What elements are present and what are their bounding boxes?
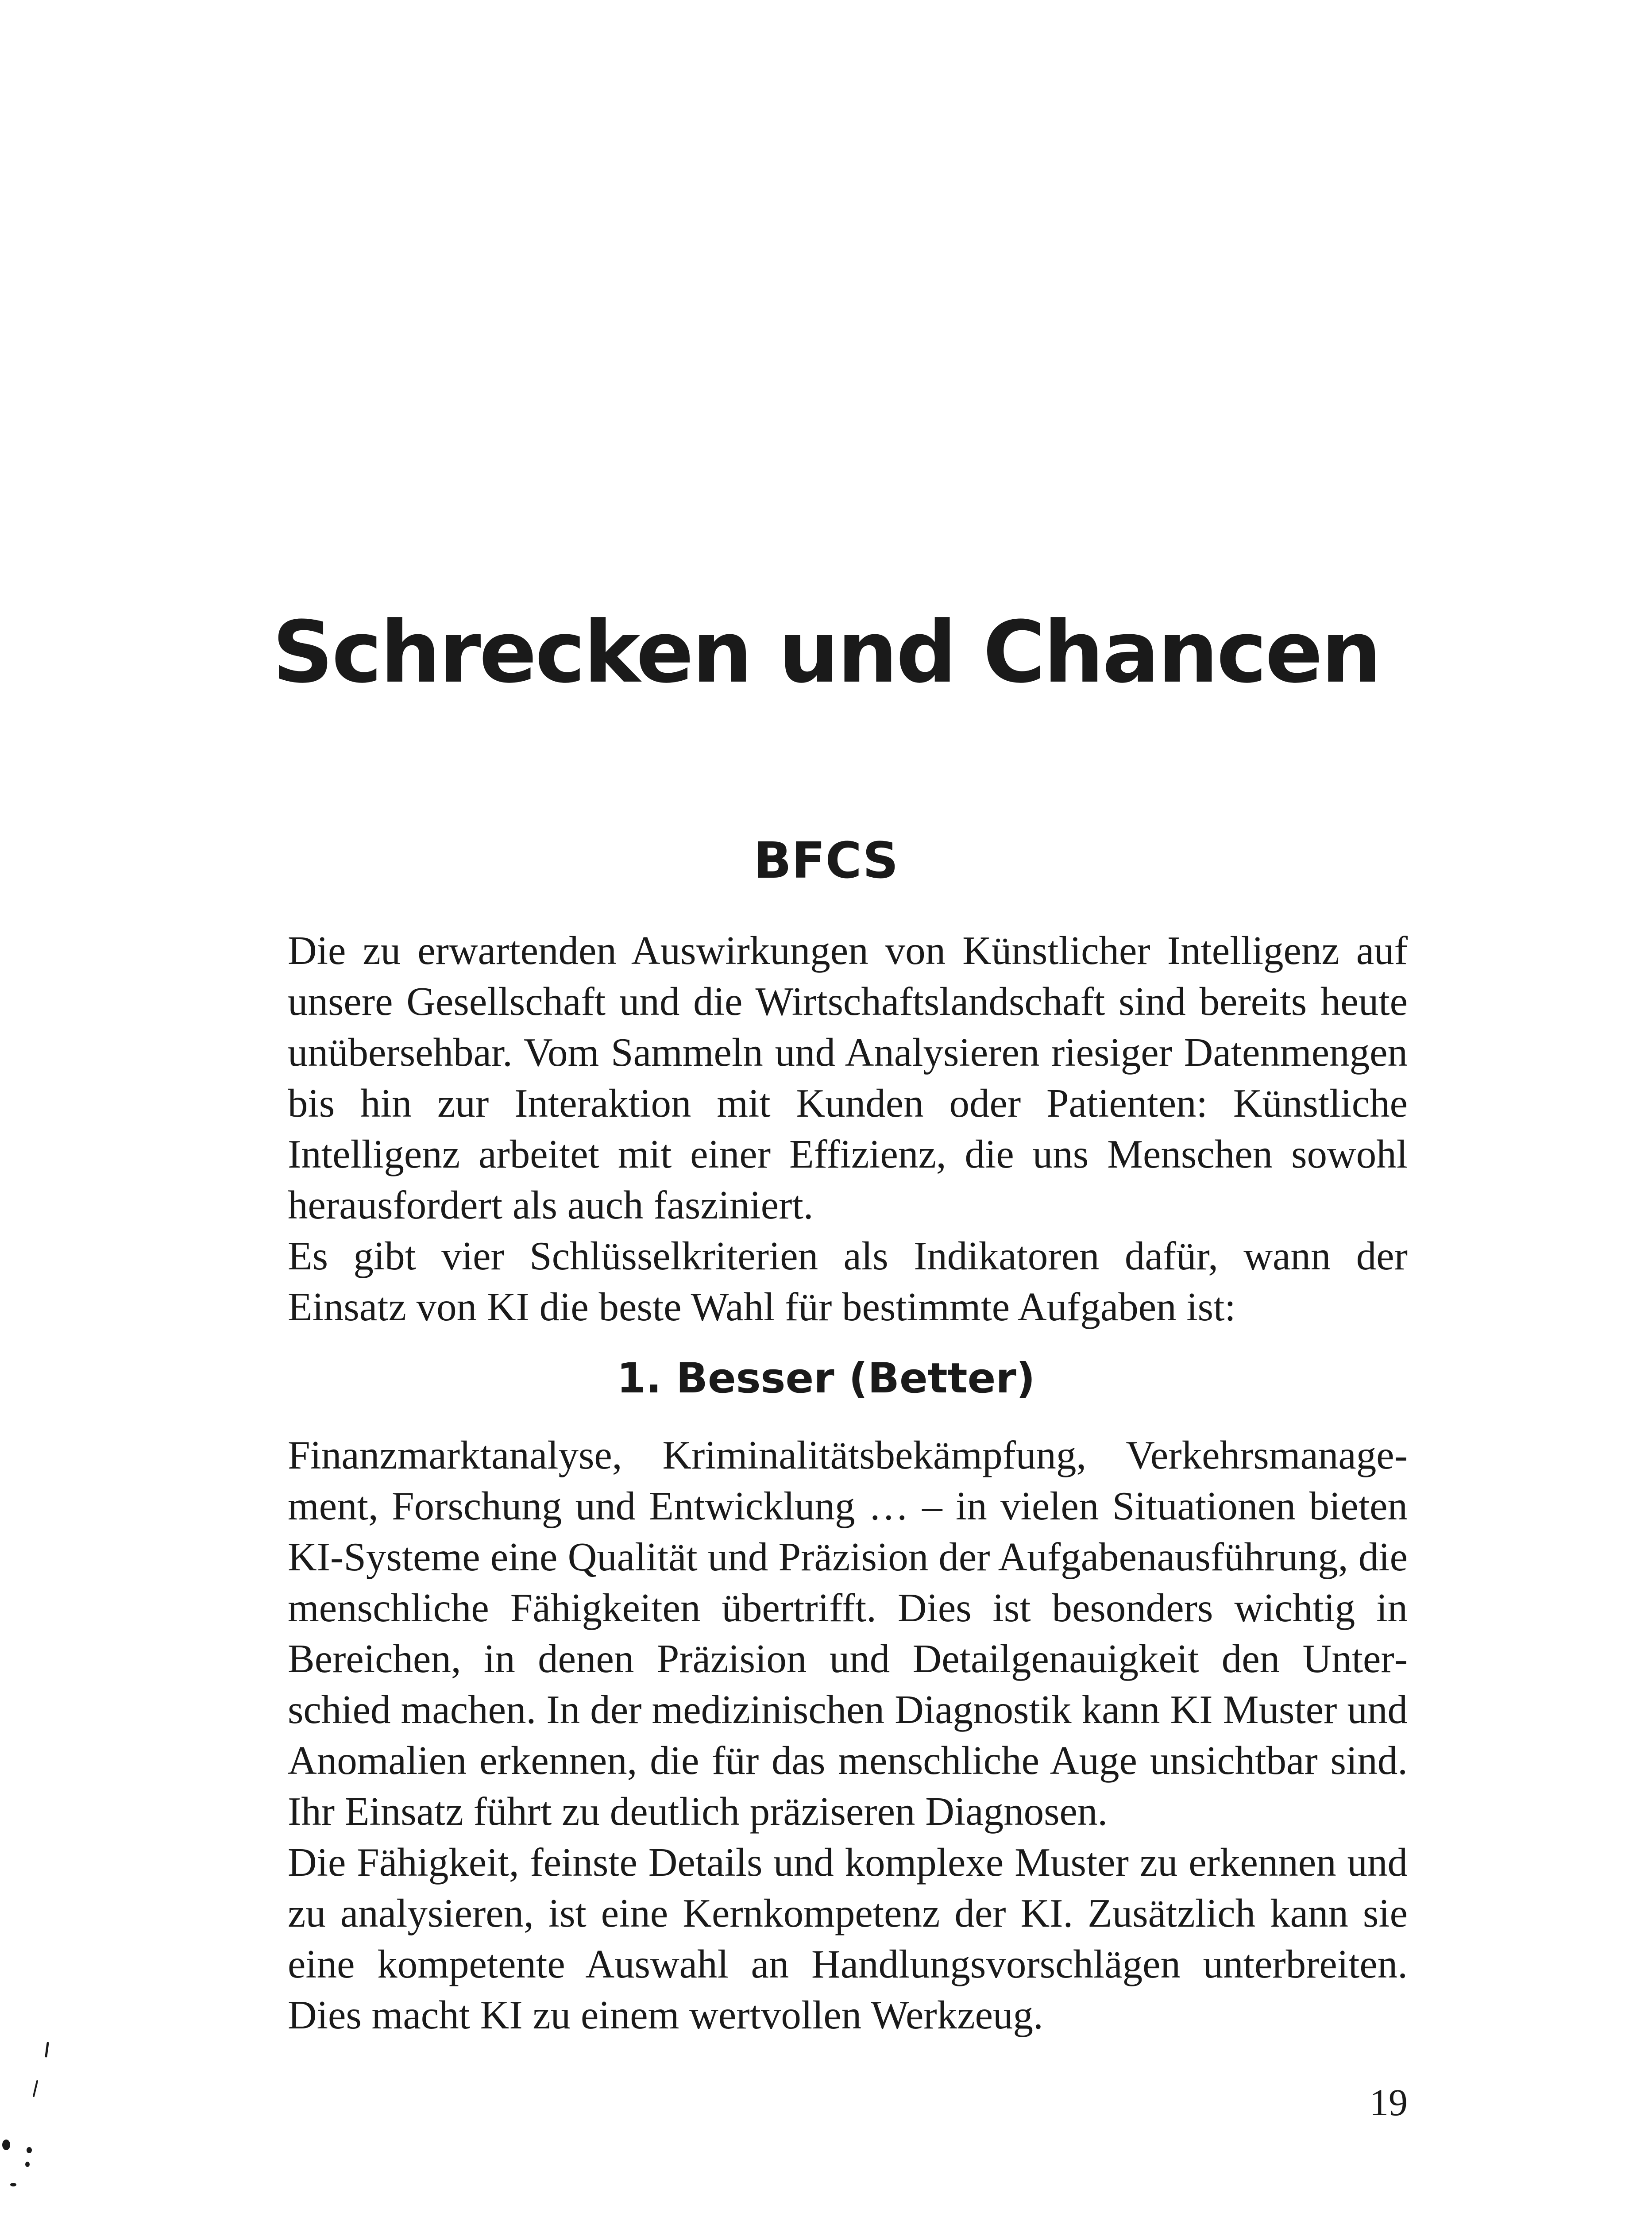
intro-text [288, 925, 1408, 1332]
besser-paragraph-2: Die Fähigkeit, feinste Details und komplexe Muster zu erkennen und zu analysieren, ist eine Kernkompetenz der KI. Zusätzlich kann sie eine kompetente Auswahl an Handlungsvorschlägen unterbreiten. Dies macht KI zu einem wertvollen Werkzeug. [288, 1840, 1408, 2037]
besser-paragraph-1: Finanzmarktanalyse, Kriminalitätsbekämpfung, Verkehrsmanagement, Forschung und Entwicklung … – in vielen Situationen bieten KI-Systeme eine Qualität und Präzision der Aufgabenausführung, die menschliche Fähigkeiten übertrifft. Dies ist besonders wichtig in Bereichen, in denen Präzision und Detailgenauigkeit den Unterschied machen. In der medizinischen Diagnostik kann KI Muster und Anomalien erkennen, die für das menschliche Auge unsichtbar sind. Ihr Einsatz führt zu deutlich präziseren Diagnosen. [288, 1433, 1408, 1834]
besser-text [288, 1430, 1408, 2040]
page-number: 19 [1370, 2081, 1408, 2124]
intro-paragraph-1: Die zu erwartenden Auswirkungen von Künstlicher Intelligenz auf unsere Gesellschaft und die Wirtschaftslandschaft sind bereits heute unübersehbar. Vom Sammeln und Analysieren riesiger Datenmengen bis hin zur Interaktion mit Kunden oder Patienten: Künstliche Intelligenz arbeitet mit einer Effizienz, die uns Menschen sowohl herausfordert als auch fasziniert. [288, 928, 1408, 1227]
ink-specks [0, 2018, 62, 2213]
section-heading: BFCS [753, 832, 899, 890]
chapter-title: Schrecken und Chancen [272, 603, 1380, 702]
subsection-heading: 1. Besser (Better) [617, 1354, 1035, 1403]
intro-paragraph-2: Es gibt vier Schlüsselkriterien als Indikatoren dafür, wann der Einsatz von KI die beste Wahl für bestimmte Aufgaben ist: [288, 1234, 1408, 1329]
